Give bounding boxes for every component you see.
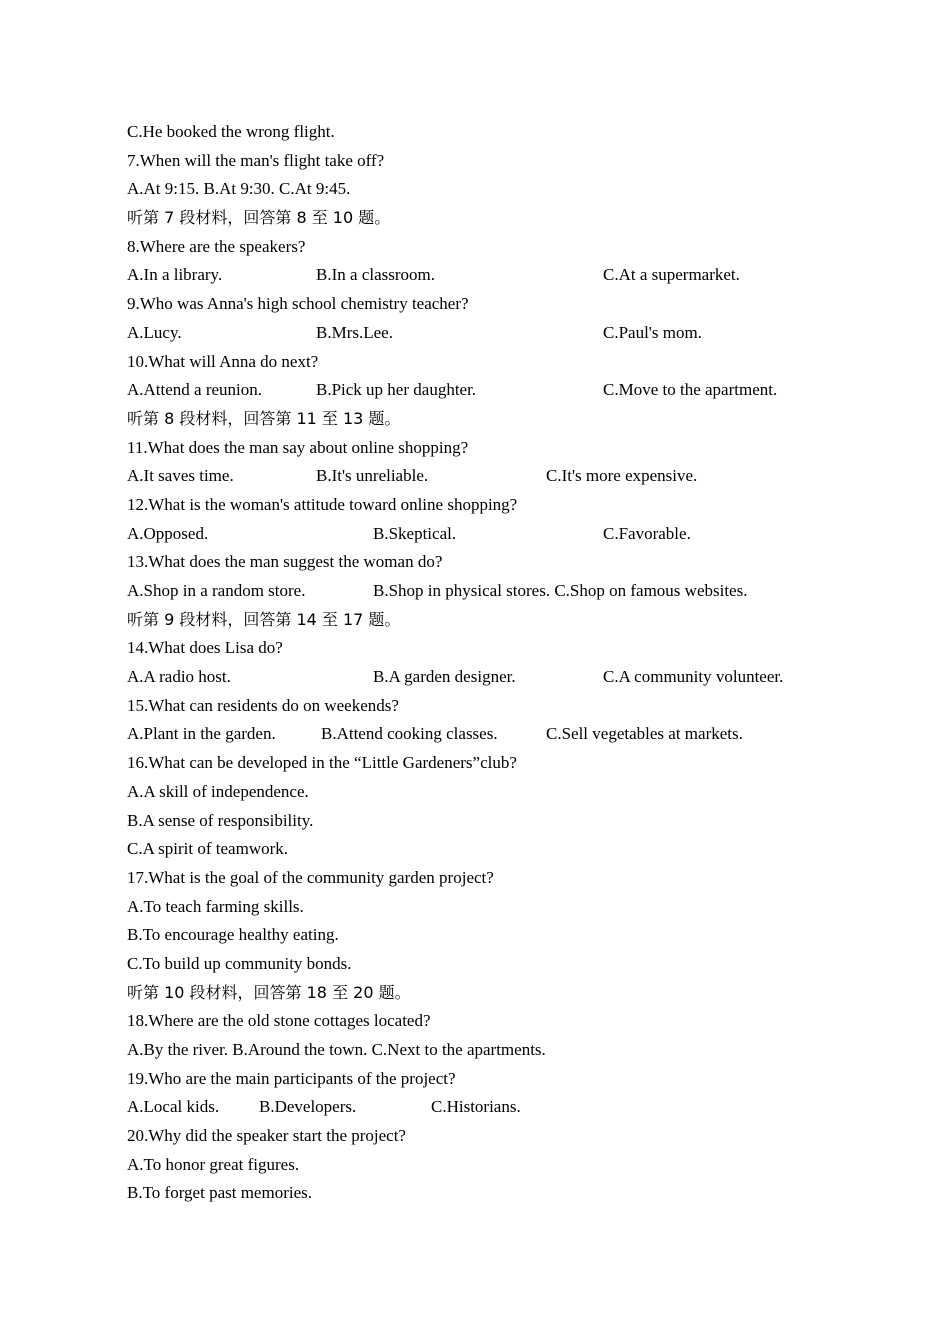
option-c: C.Historians. [431,1097,521,1117]
option-c: C.Favorable. [603,523,691,543]
answer-line: C.He booked the wrong flight. [127,122,335,141]
question-19: 19.Who are the main participants of the project? [127,1068,456,1088]
option-b: B.Shop in physical stores. C.Shop on famous websites. [373,581,748,600]
options-row [127,376,827,405]
options-line: A.By the river. B.Around the town. C.Next to the apartments. [127,1040,546,1059]
options-line: A.At 9:15. B.At 9:30. C.At 9:45. [127,179,351,199]
option-b: B.To forget past memories. [127,1183,312,1203]
section-heading: 听第 10 段材料，回答第 18 至 20 题。 [127,982,411,1002]
option-b: B.Pick up her daughter. [316,380,477,400]
option-c: C.A spirit of teamwork. [127,839,289,859]
exam-page [127,118,827,1208]
option-a: A.Lucy. [127,322,182,342]
option-c: C.Paul's mom. [603,322,702,342]
option-b: B.In a classroom. [316,265,435,285]
option-a: A.A radio host. [127,667,231,687]
options-row [127,520,827,549]
question-11: 11.What does the man say about online shopping? [127,437,469,457]
options-row [127,1093,827,1122]
option-a: A.Attend a reunion. [127,380,263,400]
option-c: C.A community volunteer. [603,667,784,687]
option-a: A.A skill of independence. [127,781,309,801]
option-c: C.Sell vegetables at markets. [546,724,743,744]
option-a: A.Plant in the garden. [127,724,276,744]
option-a: A.Shop in a random store. [127,581,306,600]
question-9: 9.Who was Anna's high school chemistry teacher? [127,294,469,314]
option-b: B.To encourage healthy eating. [127,925,339,945]
question-12: 12.What is the woman's attitude toward online shopping? [127,494,518,514]
option-c: C.To build up community bonds. [127,953,352,973]
section-heading: 听第 9 段材料，回答第 14 至 17 题。 [127,609,401,629]
question-20: 20.Why did the speaker start the project? [127,1126,406,1146]
option-c: C.It's more expensive. [546,466,698,486]
option-b: B.A sense of responsibility. [127,810,314,830]
options-row [127,720,827,749]
option-a: A.Local kids. [127,1097,220,1117]
section-heading: 听第 8 段材料，回答第 11 至 13 题。 [127,408,401,428]
option-b: B.Mrs.Lee. [316,322,393,342]
option-b: B.A garden designer. [373,667,516,687]
question-15: 15.What can residents do on weekends? [127,695,399,715]
option-b: B.It's unreliable. [316,466,429,486]
options-row [127,462,827,491]
question-10: 10.What will Anna do next? [127,351,319,371]
options-row [127,577,827,606]
question-17: 17.What is the goal of the community garden project? [127,867,494,887]
option-c: C.At a supermarket. [603,265,740,285]
option-a: A.To teach farming skills. [127,896,304,916]
option-a: A.Opposed. [127,523,209,543]
option-b: B.Attend cooking classes. [321,724,498,744]
question-14: 14.What does Lisa do? [127,638,283,658]
question-8: 8.Where are the speakers? [127,236,306,256]
option-c: C.Move to the apartment. [603,380,778,400]
option-a: A.To honor great figures. [127,1154,300,1174]
section-heading: 听第 7 段材料，回答第 8 至 10 题。 [127,208,391,228]
options-row [127,663,827,692]
option-a: A.It saves time. [127,466,234,486]
question-16: 16.What can be developed in the “Little Gardeners”club? [127,753,517,773]
option-b: B.Skeptical. [373,523,457,543]
question-18: 18.Where are the old stone cottages located? [127,1011,431,1031]
question-7: 7.When will the man's flight take off? [127,150,385,170]
options-row [127,319,827,348]
question-13: 13.What does the man suggest the woman do? [127,552,443,572]
option-b: B.Developers. [259,1097,357,1117]
option-a: A.In a library. [127,265,223,285]
options-row [127,261,827,290]
